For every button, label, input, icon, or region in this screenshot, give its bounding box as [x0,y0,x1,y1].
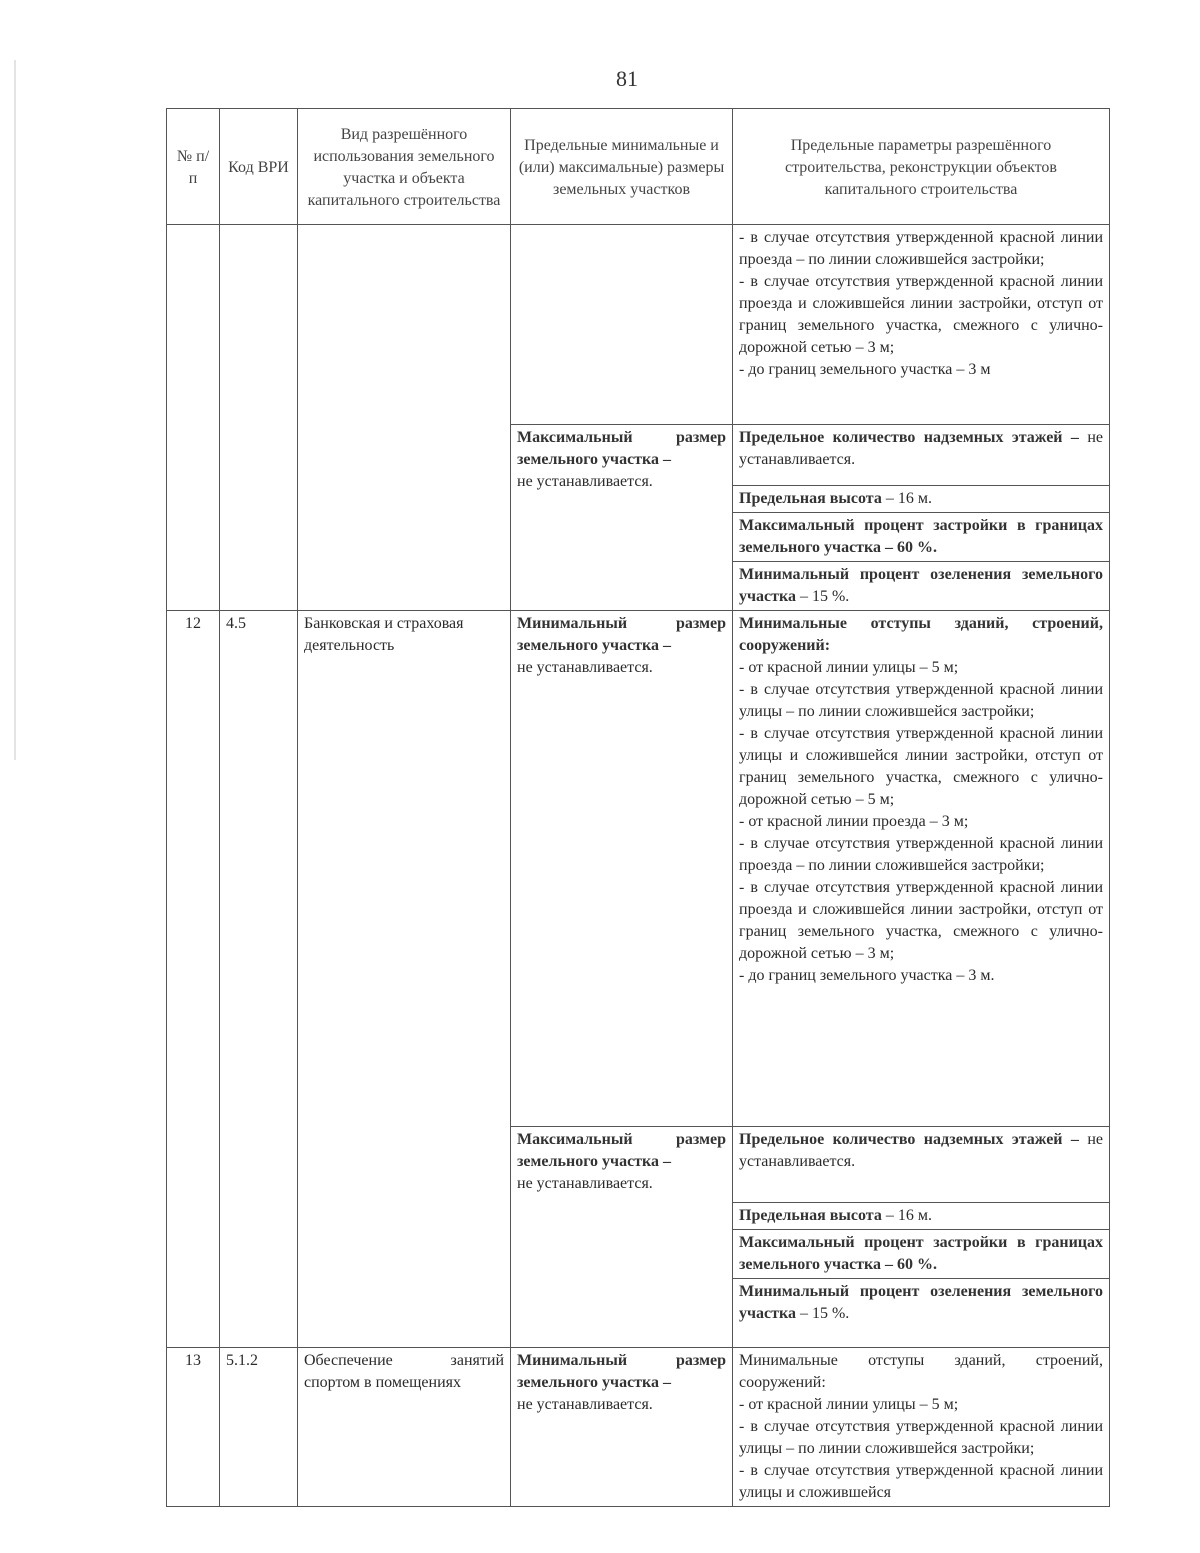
built-percent [733,1230,1109,1279]
max-size-label: Максимальный размер земельного участка – [517,1130,726,1170]
header-parameters: Предельные параметры разрешённого строительства, реконструкции объектов капитального строительства [733,109,1110,225]
cell-max-size [511,425,733,611]
floors-value: не устанавливается. [739,429,1103,468]
max-size-value: не устанавливается. [517,1174,653,1192]
cell-number: 13 [167,1347,220,1506]
setback-line: - от красной линии улицы – 5 м; [739,658,959,676]
floors-label: Предельное количество надземных этажей – [739,429,1079,446]
setback-line: - в случае отсутствия утвержденной красной линии проезда – по линии сложившейся застройки; [739,229,1103,268]
built-percent [733,512,1109,561]
floors-value: не устанавливается. [739,1130,1103,1170]
cell-plot-size [511,225,733,425]
floors-limit [733,425,1109,485]
cell-number: 12 [167,610,220,1347]
green-label: Минимальный процент озеленения земельного участка [739,1283,1103,1322]
table-row [167,1347,1110,1506]
header-plot-size: Предельные минимальные и (или) максимальные) размеры земельных участков [511,109,733,225]
setback-line: - в случае отсутствия утвержденной красной линии улицы – по линии сложившейся застройки; [739,1417,1103,1457]
setback-line: - в случае отсутствия утвержденной красной линии проезда и сложившейся линии застройки, отступ от границ земельного участка, смежного с улично-дорожной сетью – 3 м; [739,273,1103,356]
green-label: Минимальный процент озеленения земельного участка [739,565,1103,605]
setback-line: - в случае отсутствия утвержденной красной линии проезда и сложившейся линии застройки, отступ от границ земельного участка, смежного с улично-дорожной сетью – 3 м; [739,878,1103,962]
setback-line: - от красной линии проезда – 3 м; [739,812,969,830]
table-header-row [167,109,1110,225]
header-use-type: Вид разрешённого использования земельного участка и объекта капитального строительства [298,109,511,225]
setback-title: Минимальные отступы зданий, строений, сооружений: [739,614,1103,654]
height-value: – 16 м. [881,489,932,507]
cell-limits [733,1126,1110,1347]
min-size-label: Минимальный размер земельного участка – [517,1351,726,1391]
cell-use-type [298,225,511,611]
min-size-label: Минимальный размер земельного участка – [517,614,726,654]
green-percent [733,561,1109,610]
setback-line: - до границ земельного участка – 3 м [739,361,991,378]
table-row [167,610,1110,1126]
setback-title: Минимальные отступы зданий, строений, сооружений: [739,1351,1103,1391]
cell-code: 4.5 [220,610,298,1347]
cell-code [220,225,298,611]
built-label: Максимальный процент застройки в границах земельного участка – 60 %. [739,1234,1103,1273]
header-number: № п/п [167,109,220,225]
min-size-value: не устанавливается. [517,658,653,676]
max-size-value: не устанавливается. [517,473,653,490]
cell-number [167,225,220,611]
cell-code: 5.1.2 [220,1347,298,1506]
cell-min-size [511,610,733,1126]
setback-line: - в случае отсутствия утвержденной красной линии проезда – по линии сложившейся застройки; [739,834,1103,874]
built-label: Максимальный процент застройки в границах земельного участка – 60 %. [739,516,1103,556]
min-size-value: не устанавливается. [517,1395,653,1413]
floors-limit [733,1127,1109,1203]
setback-line: - до границ земельного участка – 3 м. [739,966,995,984]
cell-setbacks [733,225,1110,425]
height-limit [733,1203,1109,1230]
cell-max-size [511,1126,733,1347]
height-label: Предельная высота [739,1207,882,1224]
green-value: – 15 %. [795,1305,850,1322]
floors-label: Предельное количество надземных этажей – [739,1130,1079,1148]
height-value: – 16 м. [881,1207,932,1224]
table-row [167,225,1110,425]
setback-line: - в случае отсутствия утвержденной красной линии улицы и сложившейся [739,1461,1103,1501]
setback-line: - в случае отсутствия утвержденной красной линии улицы и сложившейся линии застройки, отступ от границ земельного участка, смежного с улично-дорожной сетью – 5 м; [739,724,1103,808]
page-number: 81 [616,66,638,91]
cell-setbacks [733,610,1110,1126]
green-percent [733,1279,1109,1347]
regulations-table [166,108,1110,1507]
height-limit [733,485,1109,512]
cell-setbacks [733,1347,1110,1506]
scan-artifact [14,60,16,760]
cell-limits [733,425,1110,611]
height-label: Предельная высота [739,489,882,507]
green-value: – 15 %. [795,587,850,605]
header-code: Код ВРИ [220,109,298,225]
setback-line: - от красной линии улицы – 5 м; [739,1395,959,1413]
max-size-label: Максимальный размер земельного участка – [517,429,726,468]
cell-min-size [511,1347,733,1506]
cell-use-type: Обеспечение занятий спортом в помещениях [298,1347,511,1506]
setback-line: - в случае отсутствия утвержденной красной линии улицы – по линии сложившейся застройки; [739,680,1103,720]
cell-use-type: Банковская и страховая деятельность [298,610,511,1347]
